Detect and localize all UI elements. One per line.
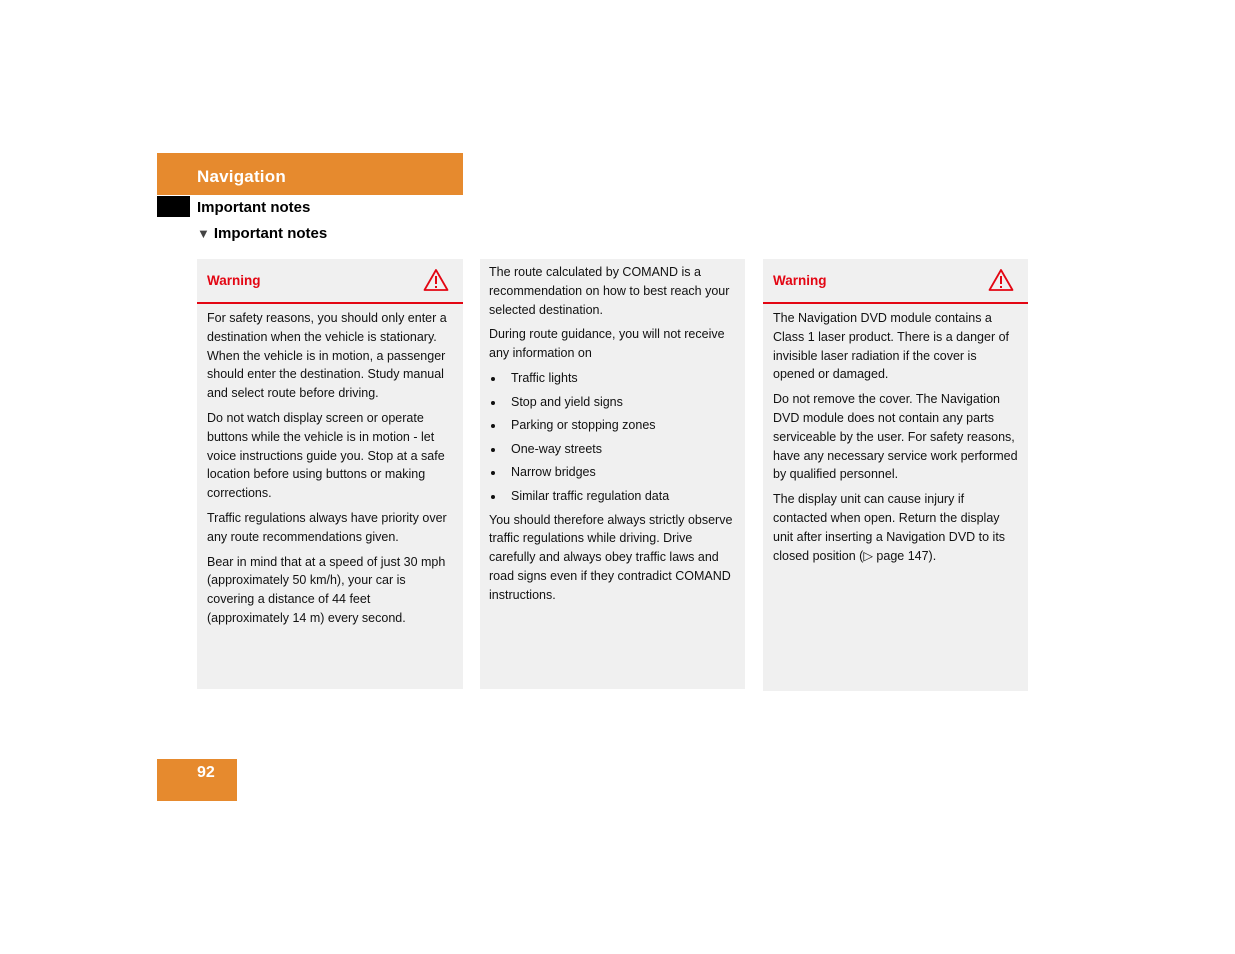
warning-triangle-icon <box>988 268 1014 292</box>
list-item: Stop and yield signs <box>489 393 737 412</box>
info-paragraph: You should therefore always strictly observe traffic regulations while driving. Drive carefully and always obey traffic laws and road signs even if they contradict COMAND instructions. <box>489 512 733 602</box>
warning-panel-laser <box>763 259 1028 691</box>
page-number-box <box>157 759 237 801</box>
triangle-down-icon: ▼ <box>197 226 210 241</box>
page-subtitle: Important notes <box>197 199 311 216</box>
warning-label: Warning <box>207 273 261 288</box>
section-heading-label: Important notes <box>213 225 328 242</box>
warning-header <box>763 259 1028 304</box>
info-bullet-list <box>489 369 737 506</box>
list-item: Parking or stopping zones <box>489 416 737 435</box>
list-item: Traffic lights <box>489 369 737 388</box>
section-heading <box>197 225 327 242</box>
warning-paragraph: For safety reasons, you should only enter a destination when the vehicle is stationary. When the vehicle is in motion, a passenger should enter the destination. Study manual and select route before driving. <box>207 311 447 401</box>
warning-paragraph: Bear in mind that at a speed of just 30 mph (approximately 50 km/h), your car is covering a distance of 44 feet (approximately 14 m) every second. <box>207 554 446 625</box>
chapter-title: Navigation <box>197 167 286 186</box>
section-tab-marker <box>157 196 190 217</box>
warning-paragraph: Do not watch display screen or operate buttons while the vehicle is in motion - let voice instructions guide you. Stop at a safe location before using buttons or making corrections. <box>207 410 445 501</box>
warning-label: Warning <box>773 273 827 288</box>
warning-paragraph: The display unit can cause injury if contacted when open. Return the display unit after inserting a Navigation DVD to its closed position (▷ page 147). <box>773 492 1006 563</box>
warning-paragraph: The Navigation DVD module contains a Class 1 laser product. There is a danger of invisible laser radiation if the cover is opened or damaged. <box>773 311 1010 382</box>
chapter-header <box>157 153 463 195</box>
list-item: Similar traffic regulation data <box>489 487 737 506</box>
page-number: 92 <box>197 764 215 781</box>
warning-header <box>197 259 463 304</box>
info-paragraph: During route guidance, you will not receive any information on <box>489 327 725 361</box>
warning-triangle-icon <box>423 268 449 292</box>
list-item: Narrow bridges <box>489 463 737 482</box>
warning-paragraph: Do not remove the cover. The Navigation DVD module does not contain any parts serviceable by the user. For safety reasons, have any necessary service work performed by qualified personnel. <box>773 392 1018 482</box>
warning-panel-safety <box>197 259 463 689</box>
list-item: One-way streets <box>489 440 737 459</box>
route-info-panel <box>480 259 745 689</box>
warning-body <box>763 304 1028 565</box>
warning-paragraph: Traffic regulations always have priority over any route recommendations given. <box>207 510 447 544</box>
warning-body <box>197 304 463 628</box>
info-paragraph: The route calculated by COMAND is a recommendation on how to best reach your selected destination. <box>489 265 730 317</box>
